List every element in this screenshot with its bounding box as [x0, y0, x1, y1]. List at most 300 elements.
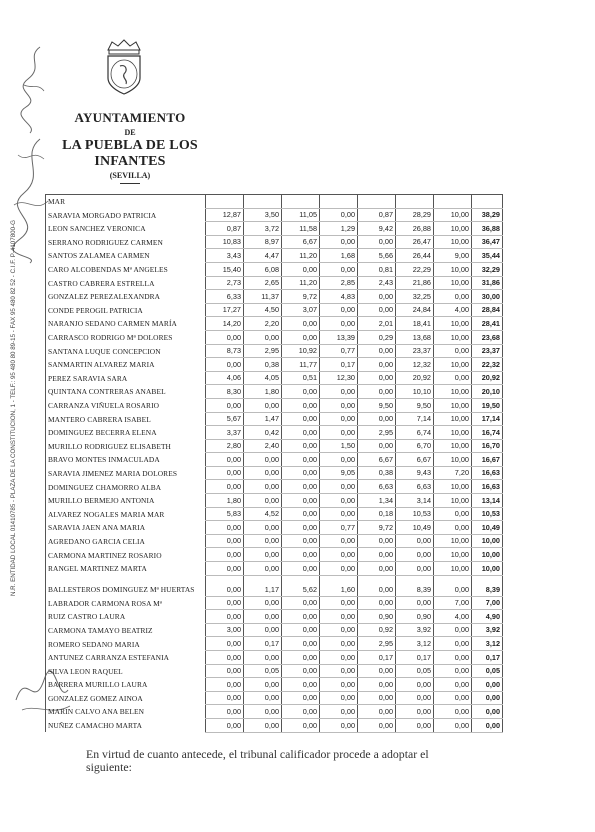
score-cell: 0,00 [320, 480, 358, 494]
score-cell: 0,00 [358, 235, 396, 249]
score-cell: 0,00 [206, 480, 244, 494]
candidate-name-cell: CONDE PEROGIL PATRICIA [46, 303, 206, 317]
score-cell: 0,38 [358, 466, 396, 480]
total-score-cell: 22,32 [472, 358, 503, 372]
score-cell: 0,00 [358, 371, 396, 385]
score-cell: 11,05 [282, 208, 320, 222]
score-cell: 6,63 [358, 480, 396, 494]
score-cell: 10,00 [434, 385, 472, 399]
table-row [46, 575, 503, 596]
total-score-cell: 0,00 [472, 691, 503, 705]
score-cell: 0,92 [358, 623, 396, 637]
score-cell: 4,47 [244, 249, 282, 263]
score-cell: 2,65 [244, 276, 282, 290]
table-row [46, 678, 503, 692]
score-cell: 0,00 [282, 466, 320, 480]
table-row [46, 344, 503, 358]
score-cell: 10,00 [434, 358, 472, 372]
total-score-cell: 32,29 [472, 262, 503, 276]
score-cell: 0,00 [320, 651, 358, 665]
score-cell: 0,00 [320, 610, 358, 624]
total-score-cell: 10,00 [472, 534, 503, 548]
score-cell: 10,00 [434, 453, 472, 467]
score-cell: 26,47 [396, 235, 434, 249]
score-cell: 0,05 [244, 664, 282, 678]
score-cell: 0,00 [320, 637, 358, 651]
table-row [46, 466, 503, 480]
score-cell: 0,00 [282, 262, 320, 276]
total-score-cell: 16,70 [472, 439, 503, 453]
score-cell: 13,39 [320, 330, 358, 344]
table-row [46, 385, 503, 399]
score-cell: 0,00 [206, 521, 244, 535]
signature-mark-top [18, 45, 48, 135]
score-cell: 14,20 [206, 317, 244, 331]
total-score-cell: 0,00 [472, 718, 503, 732]
score-cell: 4,05 [244, 371, 282, 385]
score-cell: 0,51 [282, 371, 320, 385]
score-cell: 0,00 [244, 651, 282, 665]
score-cell: 0,00 [358, 344, 396, 358]
score-cell: 0,00 [244, 691, 282, 705]
score-cell: 0,00 [320, 317, 358, 331]
score-cell: 0,00 [206, 637, 244, 651]
score-cell: 0,00 [244, 623, 282, 637]
score-cell: 0,17 [358, 651, 396, 665]
score-cell: 0,00 [282, 562, 320, 576]
table-row [46, 235, 503, 249]
total-score-cell: 10,00 [472, 562, 503, 576]
score-cell: 0,77 [320, 344, 358, 358]
table-row [46, 521, 503, 535]
score-cell: 0,00 [320, 534, 358, 548]
score-cell: 32,25 [396, 290, 434, 304]
candidate-name-cell: AGREDANO GARCIA CELIA [46, 534, 206, 548]
score-cell [244, 195, 282, 209]
score-cell: 0,00 [434, 623, 472, 637]
score-cell: 15,40 [206, 262, 244, 276]
total-score-cell: 23,68 [472, 330, 503, 344]
score-cell: 10,00 [434, 494, 472, 508]
table-row [46, 398, 503, 412]
score-cell: 9,43 [396, 466, 434, 480]
score-cell: 0,00 [244, 330, 282, 344]
score-cell: 0,00 [206, 610, 244, 624]
total-score-cell: 17,14 [472, 412, 503, 426]
candidate-name-cell: DOMINGUEZ CHAMORRO ALBA [46, 480, 206, 494]
score-cell: 4,00 [434, 303, 472, 317]
score-cell: 0,00 [358, 412, 396, 426]
total-score-cell: 16,74 [472, 426, 503, 440]
score-cell: 12,32 [396, 358, 434, 372]
score-cell: 0,00 [320, 235, 358, 249]
total-score-cell: 19,50 [472, 398, 503, 412]
score-cell: 11,20 [282, 276, 320, 290]
table-row [46, 718, 503, 732]
score-cell: 24,84 [396, 303, 434, 317]
score-cell: 3,50 [244, 208, 282, 222]
score-cell: 0,00 [434, 507, 472, 521]
score-cell: 4,50 [244, 303, 282, 317]
score-cell: 0,00 [434, 651, 472, 665]
score-cell: 2,43 [358, 276, 396, 290]
score-cell: 0,00 [282, 521, 320, 535]
score-cell: 0,38 [244, 358, 282, 372]
score-cell: 0,00 [358, 562, 396, 576]
score-cell: 0,00 [320, 548, 358, 562]
score-cell: 10,00 [434, 235, 472, 249]
total-score-cell: 20,10 [472, 385, 503, 399]
total-score-cell: 7,00 [472, 596, 503, 610]
total-score-cell: 4,90 [472, 610, 503, 624]
candidate-name-cell: SARAVIA JIMENEZ MARIA DOLORES [46, 466, 206, 480]
total-score-cell: 36,88 [472, 222, 503, 236]
municipal-crest-icon [100, 36, 148, 98]
score-cell: 0,00 [244, 705, 282, 719]
table-row [46, 303, 503, 317]
score-cell: 0,00 [358, 548, 396, 562]
table-row [46, 494, 503, 508]
score-cell: 0,00 [282, 398, 320, 412]
score-cell: 0,00 [282, 623, 320, 637]
letterhead [50, 110, 210, 184]
total-score-cell: 16,63 [472, 480, 503, 494]
score-cell: 10,49 [396, 521, 434, 535]
score-cell: 5,62 [282, 575, 320, 596]
score-cell: 0,00 [358, 691, 396, 705]
candidate-name-cell: CARMONA MARTINEZ ROSARIO [46, 548, 206, 562]
score-cell: 0,00 [320, 412, 358, 426]
score-cell: 0,00 [434, 371, 472, 385]
score-cell: 3,43 [206, 249, 244, 263]
score-cell: 0,00 [244, 398, 282, 412]
score-cell: 0,00 [434, 678, 472, 692]
score-cell: 1,47 [244, 412, 282, 426]
score-cell [358, 195, 396, 209]
score-cell: 10,00 [434, 222, 472, 236]
score-cell: 11,58 [282, 222, 320, 236]
score-cell: 11,37 [244, 290, 282, 304]
score-cell: 0,00 [358, 534, 396, 548]
candidate-name-cell: SANTANA LUQUE CONCEPCION [46, 344, 206, 358]
score-cell: 1,29 [320, 222, 358, 236]
score-cell: 0,00 [358, 439, 396, 453]
score-cell: 0,00 [396, 596, 434, 610]
letterhead-line1: AYUNTAMIENTO [74, 110, 186, 125]
total-score-cell: 0,17 [472, 651, 503, 665]
score-cell: 0,00 [244, 466, 282, 480]
score-cell: 0,00 [282, 610, 320, 624]
score-cell: 0,00 [320, 507, 358, 521]
candidate-name-cell: DOMINGUEZ BECERRA ELENA [46, 426, 206, 440]
score-cell: 2,85 [320, 276, 358, 290]
score-cell: 0,00 [434, 691, 472, 705]
score-cell: 9,00 [434, 249, 472, 263]
table-row [46, 222, 503, 236]
score-cell: 0,00 [434, 290, 472, 304]
score-cell: 0,00 [320, 303, 358, 317]
score-cell: 1,50 [320, 439, 358, 453]
score-cell: 2,80 [206, 439, 244, 453]
candidate-name-cell: MURILLO RODRIGUEZ ELISABETH [46, 439, 206, 453]
score-cell: 0,87 [206, 222, 244, 236]
candidate-name-cell: SARAVIA MORGADO PATRICIA [46, 208, 206, 222]
score-cell: 10,00 [434, 480, 472, 494]
total-score-cell: 10,53 [472, 507, 503, 521]
score-cell: 1,34 [358, 494, 396, 508]
score-cell: 6,67 [396, 453, 434, 467]
score-cell: 0,81 [358, 262, 396, 276]
score-cell: 0,00 [396, 534, 434, 548]
score-cell: 8,73 [206, 344, 244, 358]
candidate-name-cell: ROMERO SEDANO MARIA [46, 637, 206, 651]
candidate-name-cell: SANMARTIN ALVAREZ MARIA [46, 358, 206, 372]
score-cell: 6,63 [396, 480, 434, 494]
total-score-cell [472, 195, 503, 209]
score-cell: 1,60 [320, 575, 358, 596]
candidate-name-cell: SARAVIA JAEN ANA MARIA [46, 521, 206, 535]
score-cell: 0,00 [244, 480, 282, 494]
total-score-cell: 35,44 [472, 249, 503, 263]
score-cell: 0,00 [282, 494, 320, 508]
score-cell: 0,87 [358, 208, 396, 222]
score-cell: 0,00 [396, 718, 434, 732]
score-cell: 3,72 [244, 222, 282, 236]
score-cell: 4,83 [320, 290, 358, 304]
total-score-cell: 3,12 [472, 637, 503, 651]
candidate-name-cell: BRAVO MONTES INMACULADA [46, 453, 206, 467]
score-cell: 0,42 [244, 426, 282, 440]
score-cell: 12,87 [206, 208, 244, 222]
score-cell: 0,00 [358, 385, 396, 399]
score-cell: 0,00 [282, 651, 320, 665]
score-cell: 12,30 [320, 371, 358, 385]
candidate-name-cell: PEREZ SARAVIA SARA [46, 371, 206, 385]
score-cell: 10,00 [434, 562, 472, 576]
score-cell: 2,40 [244, 439, 282, 453]
score-cell: 0,00 [244, 521, 282, 535]
score-cell: 9,72 [358, 521, 396, 535]
score-cell: 0,00 [244, 718, 282, 732]
score-cell: 0,00 [282, 385, 320, 399]
candidate-name-cell: MURILLO BERMEJO ANTONIA [46, 494, 206, 508]
score-cell: 0,00 [206, 330, 244, 344]
candidate-name-cell: QUINTANA CONTRERAS ANABEL [46, 385, 206, 399]
score-cell: 0,00 [282, 664, 320, 678]
score-cell: 0,00 [358, 575, 396, 596]
table-row [46, 596, 503, 610]
score-cell: 5,67 [206, 412, 244, 426]
score-cell [396, 195, 434, 209]
score-cell: 0,00 [282, 480, 320, 494]
candidate-name-cell: SERRANO RODRIGUEZ CARMEN [46, 235, 206, 249]
score-cell: 20,92 [396, 371, 434, 385]
total-score-cell: 0,00 [472, 678, 503, 692]
score-cell: 9,05 [320, 466, 358, 480]
score-cell [206, 195, 244, 209]
letterhead-line3: LA PUEBLA DE LOS INFANTES [62, 138, 198, 169]
score-cell: 0,00 [358, 596, 396, 610]
score-cell: 0,00 [282, 412, 320, 426]
score-cell: 3,14 [396, 494, 434, 508]
table-row [46, 507, 503, 521]
score-cell: 0,00 [206, 575, 244, 596]
total-score-cell: 31,86 [472, 276, 503, 290]
score-cell: 0,00 [434, 344, 472, 358]
score-cell: 0,00 [282, 691, 320, 705]
score-cell: 8,30 [206, 385, 244, 399]
table-row [46, 208, 503, 222]
total-score-cell: 38,29 [472, 208, 503, 222]
candidate-name-cell: RANGEL MARTINEZ MARTA [46, 562, 206, 576]
total-score-cell: 20,92 [472, 371, 503, 385]
table-row [46, 290, 503, 304]
score-cell: 0,00 [396, 678, 434, 692]
score-cell: 0,00 [244, 494, 282, 508]
table-row [46, 453, 503, 467]
score-cell: 0,00 [358, 358, 396, 372]
score-cell: 3,92 [396, 623, 434, 637]
score-cell: 9,50 [396, 398, 434, 412]
score-cell: 0,00 [434, 664, 472, 678]
score-cell: 0,00 [206, 664, 244, 678]
table-row [46, 534, 503, 548]
score-cell: 18,41 [396, 317, 434, 331]
score-cell: 0,17 [396, 651, 434, 665]
total-score-cell: 3,92 [472, 623, 503, 637]
score-cell: 0,00 [206, 562, 244, 576]
score-cell: 6,70 [396, 439, 434, 453]
total-score-cell: 36,47 [472, 235, 503, 249]
score-cell: 1,80 [244, 385, 282, 399]
score-cell: 10,92 [282, 344, 320, 358]
score-cell: 0,00 [320, 426, 358, 440]
score-cell: 0,00 [282, 548, 320, 562]
score-cell: 0,77 [320, 521, 358, 535]
score-cell: 3,00 [206, 623, 244, 637]
table-row [46, 664, 503, 678]
score-cell: 2,95 [358, 637, 396, 651]
closing-paragraph: En virtud de cuanto antecede, el tribunal calificador procede a adoptar el siguiente: [86, 747, 429, 774]
total-score-cell: 28,41 [472, 317, 503, 331]
score-cell: 0,00 [396, 548, 434, 562]
score-cell: 0,00 [434, 705, 472, 719]
score-cell: 9,72 [282, 290, 320, 304]
score-cell: 0,00 [396, 562, 434, 576]
score-cell [434, 195, 472, 209]
table-row [46, 562, 503, 576]
score-cell: 0,00 [244, 562, 282, 576]
score-cell: 10,10 [396, 385, 434, 399]
score-cell: 0,05 [396, 664, 434, 678]
score-cell: 4,06 [206, 371, 244, 385]
score-cell: 5,66 [358, 249, 396, 263]
score-cell: 7,20 [434, 466, 472, 480]
total-score-cell: 28,84 [472, 303, 503, 317]
candidate-name-cell: ANTUNEZ CARRANZA ESTEFANIA [46, 651, 206, 665]
score-cell: 21,86 [396, 276, 434, 290]
score-cell: 6,08 [244, 262, 282, 276]
score-cell: 0,00 [358, 290, 396, 304]
score-cell: 0,00 [434, 637, 472, 651]
score-cell: 10,83 [206, 235, 244, 249]
score-cell: 0,00 [320, 385, 358, 399]
candidate-name-cell: BALLESTEROS DOMINGUEZ Mª HUERTAS [46, 575, 206, 596]
score-cell: 0,00 [206, 466, 244, 480]
candidate-name-cell: CARRANZA VIÑUELA ROSARIO [46, 398, 206, 412]
score-cell: 1,80 [206, 494, 244, 508]
candidate-name-cell: MANTERO CABRERA ISABEL [46, 412, 206, 426]
score-cell: 0,00 [358, 678, 396, 692]
score-cell: 0,00 [244, 596, 282, 610]
score-cell: 28,29 [396, 208, 434, 222]
score-cell: 0,00 [434, 718, 472, 732]
total-score-cell: 8,39 [472, 575, 503, 596]
table-row [46, 317, 503, 331]
candidate-name-cell: GONZALEZ PEREZALEXANDRA [46, 290, 206, 304]
score-cell: 2,20 [244, 317, 282, 331]
score-cell: 13,68 [396, 330, 434, 344]
score-cell: 10,00 [434, 208, 472, 222]
candidate-name-cell: BARRERA MURILLO LAURA [46, 678, 206, 692]
table-row [46, 249, 503, 263]
score-cell: 0,00 [396, 691, 434, 705]
letterhead-divider [120, 183, 140, 184]
candidate-name-cell: CARMONA TAMAYO BEATRIZ [46, 623, 206, 637]
score-cell: 6,33 [206, 290, 244, 304]
score-cell: 10,00 [434, 262, 472, 276]
total-score-cell: 13,14 [472, 494, 503, 508]
score-cell: 0,00 [206, 705, 244, 719]
score-cell: 10,00 [434, 276, 472, 290]
score-cell: 0,00 [244, 678, 282, 692]
total-score-cell: 16,63 [472, 466, 503, 480]
table-row [46, 276, 503, 290]
score-cell: 9,42 [358, 222, 396, 236]
score-cell: 0,29 [358, 330, 396, 344]
score-cell: 0,00 [282, 534, 320, 548]
score-cell: 0,00 [244, 548, 282, 562]
score-cell: 10,00 [434, 317, 472, 331]
candidate-name-cell: SILVA LEON RAQUEL [46, 664, 206, 678]
score-cell: 0,00 [282, 596, 320, 610]
score-cell: 0,00 [320, 262, 358, 276]
candidate-name-cell: NARANJO SEDANO CARMEN MARÍA [46, 317, 206, 331]
score-cell: 22,29 [396, 262, 434, 276]
score-cell: 3,12 [396, 637, 434, 651]
table-row [46, 412, 503, 426]
score-cell: 0,00 [282, 507, 320, 521]
score-cell: 0,00 [320, 705, 358, 719]
score-cell: 0,00 [320, 718, 358, 732]
score-cell: 0,00 [320, 398, 358, 412]
score-cell: 0,00 [434, 575, 472, 596]
candidate-name-cell: MARIN CALVO ANA BELEN [46, 705, 206, 719]
score-cell: 0,00 [358, 718, 396, 732]
score-cell: 8,97 [244, 235, 282, 249]
score-cell: 3,37 [206, 426, 244, 440]
candidate-name-cell: GONZALEZ GOMEZ AINOA [46, 691, 206, 705]
total-score-cell: 16,67 [472, 453, 503, 467]
score-cell: 8,39 [396, 575, 434, 596]
candidate-name-cell: ALVAREZ NOGALES MARIA MAR [46, 507, 206, 521]
score-cell: 10,00 [434, 439, 472, 453]
score-cell: 0,00 [358, 664, 396, 678]
score-cell: 2,95 [244, 344, 282, 358]
letterhead-line2: DE [124, 128, 136, 137]
table-row [46, 548, 503, 562]
score-cell: 0,00 [320, 494, 358, 508]
